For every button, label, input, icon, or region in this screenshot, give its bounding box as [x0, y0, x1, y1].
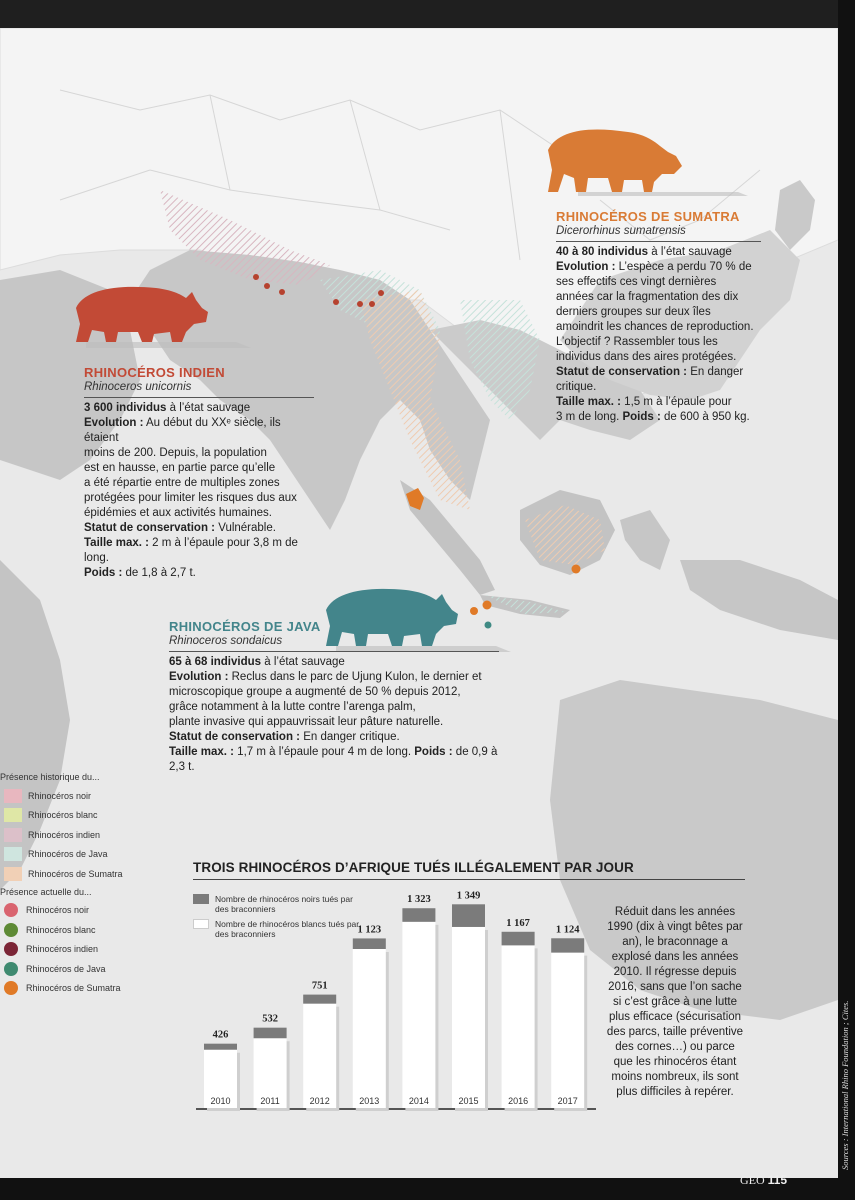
- legend-dot-icon: [4, 923, 18, 937]
- legend-current-heading: Présence actuelle du...: [0, 886, 92, 897]
- description-line: [84, 536, 314, 566]
- description-bold: Taille max. :: [169, 746, 234, 758]
- magazine-page: [0, 28, 838, 1178]
- legend-item: [0, 845, 125, 865]
- bar-year-label: 2012: [309, 1096, 330, 1106]
- legend-swatch: [4, 828, 22, 842]
- species-latin-name: Rhinoceros unicornis: [84, 380, 314, 398]
- legend-item: [0, 920, 125, 940]
- description-bold: Taille max. :: [84, 537, 149, 549]
- page-number-value: 115: [767, 1173, 788, 1187]
- sources-credit: Sources : International Rhino Foundation ; Cites.: [840, 1000, 850, 1170]
- species-latin-name: Dicerorhinus sumatrensis: [556, 224, 761, 242]
- description-text: à l’état sauvage: [261, 656, 345, 668]
- description-text: Au début du XXᵉ siècle, ils étaient: [84, 417, 281, 444]
- legend-label: Rhinocéros blanc: [28, 810, 98, 821]
- legend-label: Rhinocéros de Sumatra: [26, 983, 121, 994]
- bar-year-label: 2014: [408, 1096, 429, 1106]
- bar-year-label: 2013: [359, 1096, 380, 1106]
- bar-black-rhino: [402, 908, 435, 922]
- chart-title: TROIS RHINOCÉROS D’AFRIQUE TUÉS ILLÉGALEMENT PAR JOUR: [193, 860, 634, 875]
- chart-title-rule: [193, 879, 745, 880]
- legend-historic-heading: Présence historique du...: [0, 772, 100, 782]
- legend-item: [0, 806, 125, 826]
- bar-total-label: 751: [311, 980, 328, 992]
- bar-black-rhino: [303, 995, 336, 1004]
- description-bold: Evolution :: [84, 417, 144, 429]
- bar-white-rhino: [551, 953, 584, 1108]
- description-text: est en hausse, en partie parce qu’elle: [84, 462, 276, 474]
- description-bold: Poids :: [622, 411, 661, 423]
- description-text: plante invasive qui appauvrissait leur pâture naturelle.: [169, 716, 444, 728]
- legend-label: Rhinocéros noir: [28, 790, 92, 801]
- description-bold: Poids :: [84, 567, 123, 579]
- species-indien: [84, 365, 314, 581]
- legend-label: Rhinocéros de Sumatra: [28, 868, 123, 879]
- bar-white-rhino: [452, 927, 485, 1108]
- legend-swatch: [4, 867, 22, 881]
- bar-total-label: 1 123: [357, 924, 382, 936]
- description-bold: 65 à 68 individus: [169, 656, 262, 668]
- description-text: 2 m à l’épaule pour 3,8 m de long.: [84, 537, 298, 564]
- description-text: L’espèce a perdu 70 % de: [615, 261, 752, 273]
- description-text: derniers groupes sur deux îles: [556, 306, 711, 318]
- description-line: [169, 670, 499, 685]
- description-line: [556, 260, 761, 275]
- description-text: 3 m de long.: [556, 411, 623, 423]
- legend-label: Rhinocéros indien: [28, 829, 101, 840]
- legend-item: [0, 864, 125, 884]
- legend-item: [0, 901, 125, 921]
- description-bold: Taille max. :: [556, 396, 621, 408]
- bar-year-label: 2016: [508, 1096, 529, 1106]
- chart-legend: [193, 894, 365, 944]
- description-text: En danger critique.: [300, 731, 400, 743]
- bar-white-rhino: [303, 1004, 336, 1108]
- description-line: [84, 566, 314, 581]
- bar-black-rhino: [254, 1028, 287, 1039]
- chart-legend-black: [193, 894, 365, 914]
- description-line: [169, 685, 499, 700]
- legend-swatch: [4, 847, 22, 861]
- legend-black-label: Nombre de rhinocéros noirs tués par des braconniers: [215, 894, 353, 914]
- description-line: [84, 446, 314, 461]
- species-java: [169, 619, 499, 775]
- description-line: [169, 730, 499, 745]
- description-text: épidémies et aux activités humaines.: [84, 507, 272, 519]
- legend-dot-icon: [4, 942, 18, 956]
- legend-label: Rhinocéros blanc: [26, 924, 96, 935]
- description-line: [84, 401, 314, 416]
- description-line: [84, 521, 314, 536]
- description-line: [169, 700, 499, 715]
- description-text: de 600 à 950 kg.: [660, 411, 750, 423]
- page-edge-top: [0, 0, 855, 28]
- description-line: [556, 365, 761, 395]
- description-line: [84, 506, 314, 521]
- description-bold: Statut de conservation :: [84, 522, 215, 534]
- description-line: [84, 461, 314, 476]
- description-bold: Evolution :: [556, 261, 616, 273]
- description-line: [169, 655, 499, 670]
- description-text: 1,7 m à l’épaule pour 4 m de long.: [233, 746, 415, 758]
- species-sumatra: [556, 209, 761, 425]
- legend-swatch: [4, 789, 22, 803]
- bar-white-rhino: [353, 949, 386, 1108]
- legend-historic-list: [0, 786, 125, 884]
- description-bold: Statut de conservation :: [556, 366, 687, 378]
- species-title: RHINOCÉROS INDIEN: [84, 365, 225, 380]
- bar-year-label: 2010: [210, 1096, 231, 1106]
- legend-dot-icon: [4, 981, 18, 995]
- description-line: [556, 350, 761, 365]
- description-line: [556, 395, 761, 410]
- map-legend: [0, 772, 125, 998]
- bar-black-rhino: [551, 938, 584, 952]
- legend-item: [0, 940, 125, 960]
- bar-year-label: 2015: [458, 1096, 479, 1106]
- description-bold: 3 600 individus: [84, 402, 167, 414]
- description-text: Vulnérable.: [215, 522, 276, 534]
- description-line: [556, 320, 761, 335]
- description-line: [84, 491, 314, 506]
- description-line: [556, 290, 761, 305]
- species-latin-name: Rhinoceros sondaicus: [169, 634, 499, 652]
- description-line: [169, 745, 499, 775]
- legend-white-label: Nombre de rhinocéros blancs tués par des braconniers: [215, 919, 360, 939]
- legend-label: Rhinocéros noir: [26, 905, 90, 916]
- description-line: [556, 275, 761, 290]
- bar-total-label: 1 167: [506, 917, 530, 929]
- description-text: grâce notamment à la lutte contre l’arenga palm,: [169, 701, 416, 713]
- chart-legend-white: [193, 919, 365, 939]
- description-text: à l’état sauvage: [648, 246, 732, 258]
- description-text: de 1,8 à 2,7 t.: [122, 567, 196, 579]
- legend-label: Rhinocéros indien: [26, 944, 99, 955]
- description-line: [556, 335, 761, 350]
- species-title: RHINOCÉROS DE JAVA: [169, 619, 321, 634]
- description-text: ses effectifs ces vingt dernières: [556, 276, 717, 288]
- description-bold: Statut de conservation :: [169, 731, 300, 743]
- description-text: individus dans des aires protégées.: [556, 351, 737, 363]
- bar-total-label: 426: [212, 1029, 229, 1041]
- description-bold: Evolution :: [169, 671, 229, 683]
- bar-white-rhino: [402, 922, 435, 1108]
- legend-dot-icon: [4, 962, 18, 976]
- species-description: [84, 401, 314, 581]
- description-line: [84, 416, 314, 446]
- description-line: [556, 305, 761, 320]
- chart-commentary: Réduit dans les années 1990 (dix à vingt bêtes par an), le braconnage a explosé dans les années 2010. Il régresse depuis 2016, sans que l’on sache si c’est grâce à une lutte plus efficace (sécurisation des parcs, taille préventive des cornes…) ou parce que les rhinocéros étant moins nombreux, ils sont plus difficiles à repérer.: [606, 906, 744, 1098]
- legend-current-list: [0, 901, 125, 999]
- legend-swatch: [4, 808, 22, 822]
- description-text: années car la fragmentation des dix: [556, 291, 739, 303]
- description-text: Reclus dans le parc de Ujung Kulon, le dernier et: [228, 671, 482, 683]
- description-text: 1,5 m à l’épaule pour: [620, 396, 732, 408]
- bar-total-label: 1 124: [555, 924, 580, 936]
- legend-dot-icon: [4, 903, 18, 917]
- description-text: de 0,9 à 2,3 t.: [169, 746, 498, 773]
- description-line: [556, 245, 761, 260]
- bar-total-label: 1 323: [407, 894, 431, 906]
- description-text: à l’état sauvage: [166, 402, 251, 414]
- description-bold: 40 à 80 individus: [556, 246, 649, 258]
- magazine-name: GEO: [740, 1173, 765, 1187]
- legend-label: Rhinocéros de Java: [28, 849, 108, 860]
- description-line: [84, 476, 314, 491]
- legend-item: [0, 786, 125, 806]
- legend-item: [0, 825, 125, 845]
- description-text: microscopique groupe a augmenté de 50 % depuis 2012,: [169, 686, 461, 698]
- description-line: [169, 715, 499, 730]
- legend-item: [0, 979, 125, 999]
- description-text: protégées pour limiter les risques dus aux: [84, 492, 297, 504]
- legend-item: [0, 959, 125, 979]
- description-bold: Poids :: [414, 746, 453, 758]
- legend-label: Rhinocéros de Java: [26, 963, 106, 974]
- bar-black-rhino: [502, 932, 535, 946]
- legend-swatch-black: [193, 894, 209, 904]
- legend-swatch-white: [193, 919, 209, 929]
- description-text: amoindrit les chances de reproduction.: [556, 321, 754, 333]
- bar-year-label: 2011: [260, 1096, 280, 1106]
- species-description: [169, 655, 499, 775]
- description-text: moins de 200. Depuis, la population: [84, 447, 267, 459]
- bar-total-label: 1 349: [456, 890, 481, 902]
- description-text: En danger critique.: [556, 366, 744, 393]
- species-description: [556, 245, 761, 425]
- bar-year-label: 2017: [557, 1096, 578, 1106]
- bar-total-label: 532: [262, 1013, 278, 1025]
- bar-black-rhino: [204, 1044, 237, 1050]
- species-title: RHINOCÉROS DE SUMATRA: [556, 209, 740, 224]
- page-number: [740, 1173, 787, 1188]
- bar-white-rhino: [502, 945, 535, 1108]
- description-text: a été répartie entre de multiples zones: [84, 477, 280, 489]
- description-text: L’objectif ? Rassembler tous les: [556, 336, 718, 348]
- description-line: [556, 410, 761, 425]
- bar-black-rhino: [452, 904, 485, 927]
